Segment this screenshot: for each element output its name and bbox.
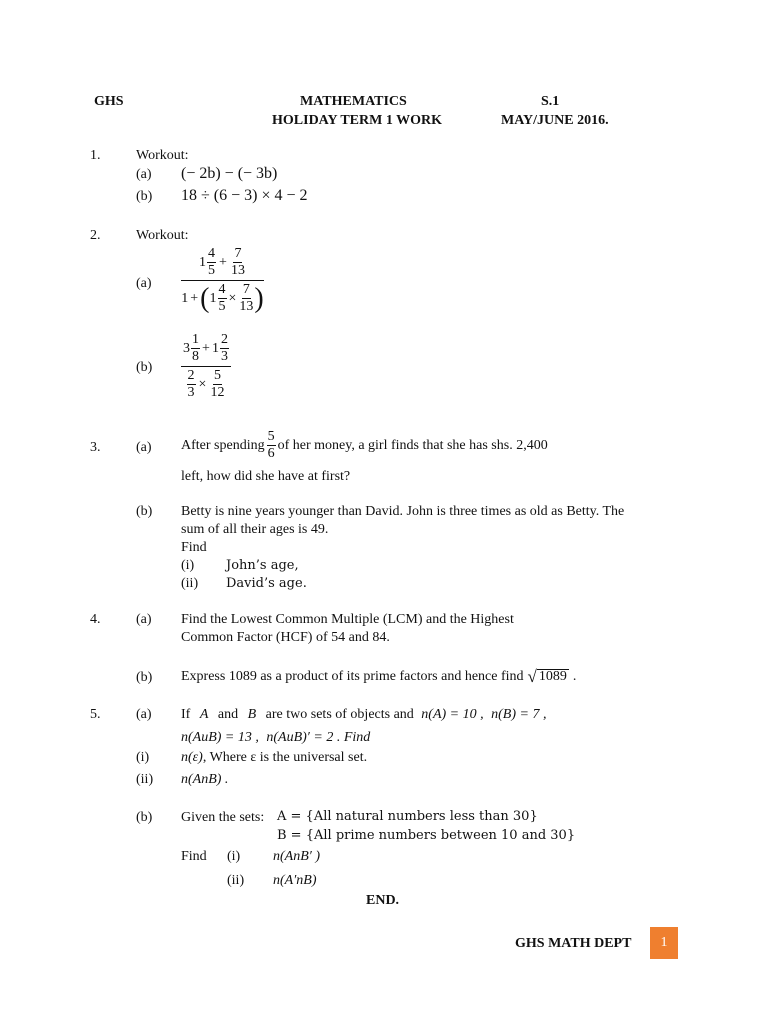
q2b-label: (b) — [136, 360, 153, 375]
q5a-nAuB-complement: n(AuB)′ = 2 . Find — [266, 730, 371, 745]
q5a-if: If — [181, 707, 191, 722]
q1-number: 1. — [90, 148, 101, 163]
q3a-text-start: After spending — [181, 437, 265, 453]
q4a-label: (a) — [136, 612, 152, 627]
q5b-i-expr: n(AnB′ ) — [273, 849, 320, 864]
q4b-line — [181, 668, 576, 685]
q2b-numerator: 3 $\frac{1}{8}$ + 1 $\frac{2}{3}$ — [183, 332, 228, 364]
q1a-expression: (− 2b) − (− 3b) — [181, 165, 278, 182]
q2b-denominator: $\frac{2}{3}$ × $\frac{5}{12}$ — [187, 368, 225, 400]
q5b-set-b: B = {All prime numbers between 10 and 30} — [277, 828, 576, 843]
q3b-i-label: (i) — [181, 558, 195, 573]
q1-title: Workout: — [136, 148, 189, 163]
q3-number: 3. — [90, 440, 101, 455]
subject-title: MATHEMATICS — [300, 94, 407, 109]
q5b-i-label: (i) — [227, 849, 241, 864]
q4-number: 4. — [90, 612, 101, 627]
q2a-fraction — [181, 247, 264, 314]
q5a-set-a: A — [199, 707, 209, 722]
q5a-i-expr: n(ε) — [181, 750, 203, 765]
school-name: GHS — [94, 94, 124, 109]
date-label: MAY/JUNE 2016. — [501, 113, 609, 128]
q4a-line2: Common Factor (HCF) of 54 and 84. — [181, 630, 390, 645]
q1b-expression: 18 ÷ (6 − 3) × 4 − 2 — [181, 187, 308, 204]
q3b-line2: sum of all their ages is 49. — [181, 522, 329, 537]
q5a-ii-expr: n(AnB) . — [181, 772, 229, 787]
q3a-fraction: $\frac{5}{6}$ — [267, 429, 275, 461]
q3b-label: (b) — [136, 504, 153, 519]
q4b-period: . — [572, 669, 577, 684]
page-number-badge — [650, 927, 678, 959]
q4b-label: (b) — [136, 670, 153, 685]
q5a-line1 — [181, 708, 546, 722]
q2a-denominator: 1 + ( 1 $\frac{4}{5}$ × $\frac{7}{13}$ ) — [181, 282, 264, 314]
q3a-line1 — [181, 430, 548, 461]
class-label: S.1 — [541, 94, 560, 109]
q5a-nA: n(A) = 10 , — [421, 707, 484, 722]
q5a-nAuB: n(AuB) = 13 , — [181, 730, 259, 745]
q4b-sqrt-value: 1089 — [538, 669, 567, 684]
q2a-label: (a) — [136, 276, 152, 291]
q5b-label: (b) — [136, 810, 153, 825]
q5b-find: Find — [181, 849, 207, 864]
q5a-and: and — [217, 707, 239, 722]
q5a-i-text: , Where ε is the universal set. — [202, 750, 368, 765]
q1a-label: (a) — [136, 167, 152, 182]
q2-number: 2. — [90, 228, 101, 243]
q5a-label: (a) — [136, 707, 152, 722]
q3a-line2: left, how did she have at first? — [181, 469, 351, 484]
q2-title: Workout: — [136, 228, 189, 243]
q3b-ii-label: (ii) — [181, 576, 199, 591]
q5b-set-a: A = {All natural numbers less than 30} — [277, 809, 538, 824]
q2b-fraction — [181, 333, 231, 400]
q2a-numerator: 1 $\frac{4}{5}$ + $\frac{7}{13}$ — [199, 246, 245, 278]
q3a-text-end: of her money, a girl finds that she has shs. 2,400 — [277, 437, 548, 453]
q1b-label: (b) — [136, 189, 153, 204]
q5a-i-line — [181, 751, 367, 765]
q5a-ii-label: (ii) — [136, 772, 154, 787]
q3a-label: (a) — [136, 440, 152, 455]
q5a-set-b: B — [247, 707, 257, 722]
q3b-i-text: John’s age, — [226, 558, 299, 573]
q3b-find: Find — [181, 540, 207, 555]
end-label: END. — [366, 893, 400, 908]
footer-dept: GHS MATH DEPT — [515, 936, 632, 951]
q5a-nB: n(B) = 7 , — [491, 707, 547, 722]
sqrt-icon: √ — [527, 667, 537, 686]
q5b-ii-label: (ii) — [227, 873, 245, 888]
q3b-line1: Betty is nine years younger than David. John is three times as old as Betty. The — [181, 504, 625, 519]
q5b-ii-expr: n(A′nB) — [273, 873, 317, 888]
page-number: 1 — [660, 935, 668, 950]
work-title: HOLIDAY TERM 1 WORK — [272, 113, 442, 128]
q4b-text: Express 1089 as a product of its prime factors and hence find — [181, 669, 524, 684]
q3b-ii-text: David’s age. — [226, 576, 307, 591]
q4a-line1: Find the Lowest Common Multiple (LCM) and the Highest — [181, 612, 514, 627]
q5a-line2 — [181, 731, 370, 745]
q5a-i-label: (i) — [136, 750, 150, 765]
q5-number: 5. — [90, 707, 101, 722]
q5a-rest: are two sets of objects and — [265, 707, 414, 722]
q5b-given: Given the sets: — [181, 810, 265, 825]
